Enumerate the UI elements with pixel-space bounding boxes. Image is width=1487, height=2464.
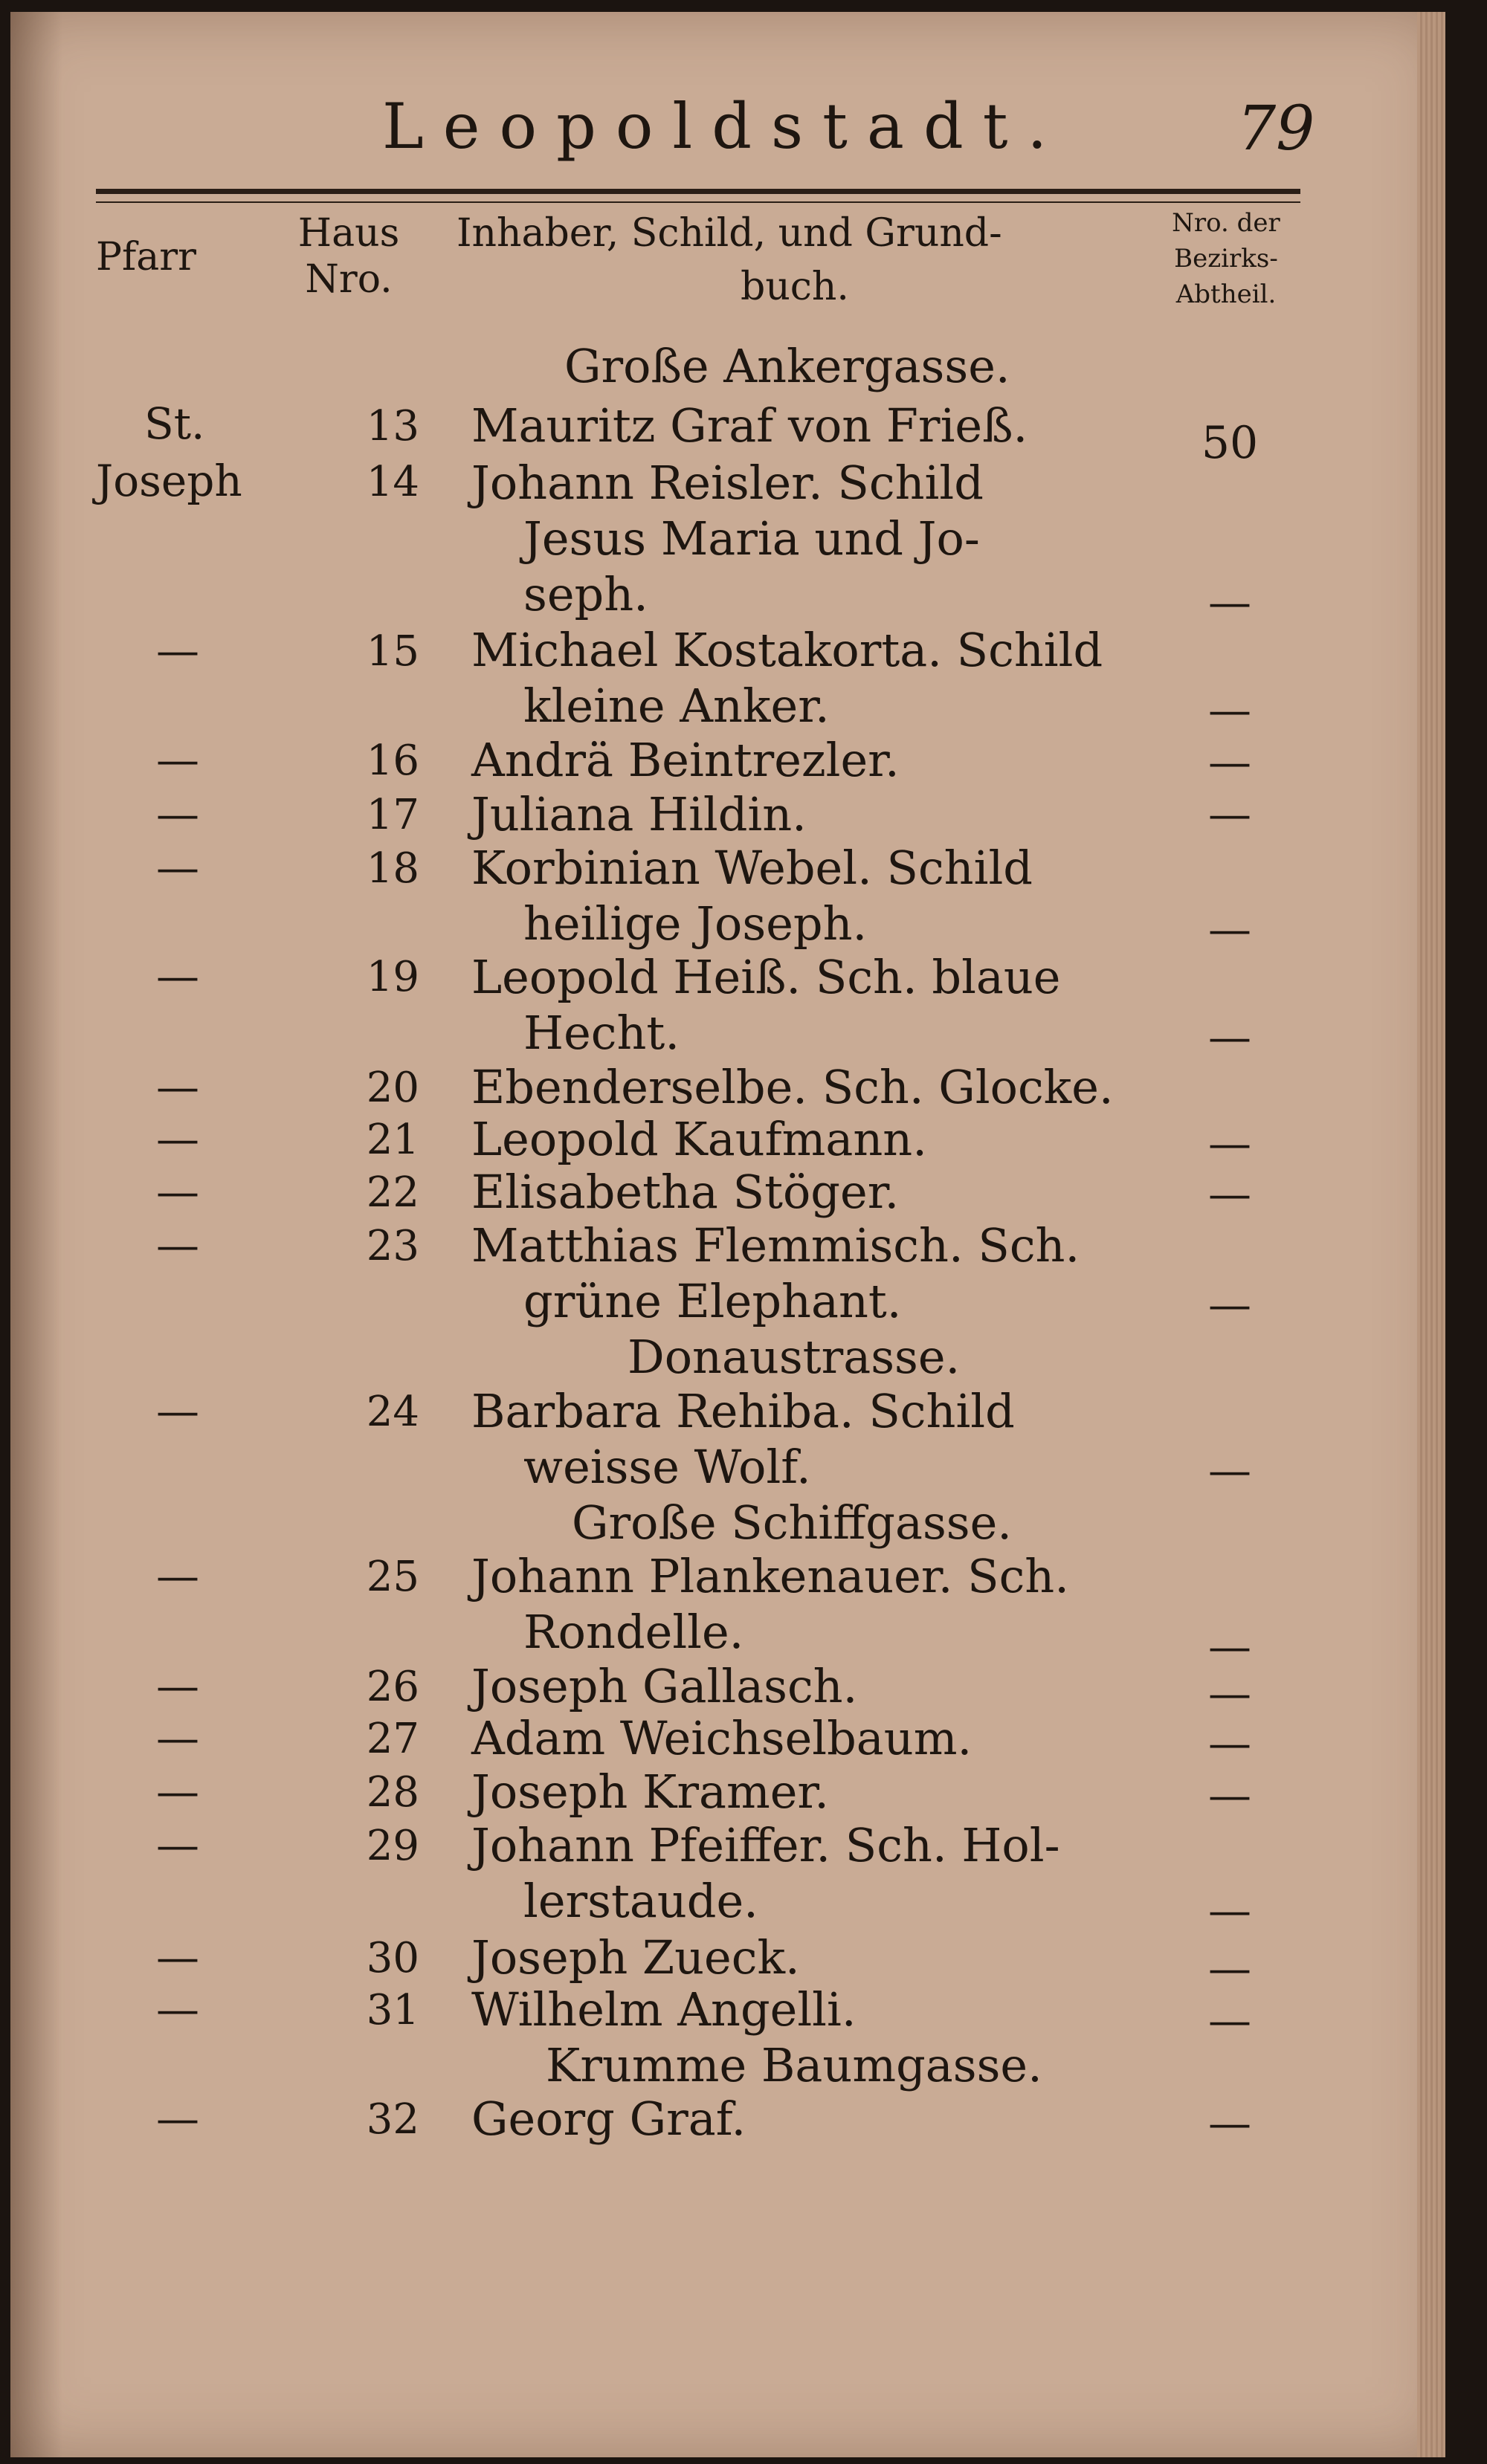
page-number: 79 (1237, 94, 1315, 164)
entry-text: Jesus Maria und Jo- (523, 511, 980, 566)
house-number: 24 (366, 1388, 419, 1436)
house-number: 23 (366, 1222, 419, 1270)
ditto-mark: — (1208, 577, 1251, 627)
house-number: 27 (366, 1715, 419, 1763)
entry-text: grüne Elephant. (523, 1274, 902, 1328)
ditto-mark: — (156, 1766, 199, 1817)
entry-text: weisse Wolf. (523, 1440, 811, 1494)
entry-text: Rondelle. (523, 1605, 744, 1659)
house-number: 31 (366, 1986, 419, 2034)
ditto-mark: — (156, 734, 199, 785)
entry-text: Korbinian Webel. Schild (471, 841, 1033, 895)
ditto-mark: — (1208, 737, 1251, 787)
house-number: 15 (366, 627, 419, 676)
house-number: 22 (366, 1168, 419, 1217)
entry-text: Ebenderselbe. Sch. Glocke. (471, 1060, 1114, 1114)
ditto-mark: — (156, 1984, 199, 2034)
ditto-mark: — (156, 2093, 199, 2144)
house-number: 29 (366, 1822, 419, 1870)
entry-text: Elisabetha Stöger. (471, 1165, 900, 1219)
ditto-mark: — (1208, 1445, 1251, 1495)
ditto-mark: — (156, 1661, 199, 1711)
entry-text: Juliana Hildin. (471, 787, 807, 841)
ditto-mark: — (1208, 904, 1251, 954)
parish-label: Joseph (96, 456, 242, 506)
ditto-mark: — (156, 1820, 199, 1870)
ditto-mark: — (156, 842, 199, 893)
entry-text: Georg Graf. (471, 2092, 746, 2146)
entry-text: Barbara Rehiba. Schild (471, 1384, 1015, 1438)
entry-text: Joseph Gallasch. (471, 1659, 858, 1713)
parish-label: St. (144, 398, 205, 449)
ditto-mark: — (1208, 1621, 1251, 1672)
ditto-mark: — (1208, 1943, 1251, 1993)
house-number: 32 (366, 2095, 419, 2144)
street-heading: Krumme Baumgasse. (546, 2038, 1042, 2092)
entry-text: Johann Pfeiffer. Sch. Hol- (471, 1818, 1060, 1872)
ditto-mark: — (1208, 1718, 1251, 1768)
page-edge (1417, 12, 1445, 2457)
ditto-mark: — (1208, 1770, 1251, 1820)
column-header-district-3: Abtheil. (1175, 279, 1277, 309)
entry-text: Johann Reisler. Schild (471, 456, 984, 510)
entry-text: Adam Weichselbaum. (471, 1711, 972, 1765)
ditto-mark: — (156, 1220, 199, 1270)
column-header-owner-1: Inhaber, Schild, und Grund- (457, 211, 1002, 256)
ditto-mark: — (156, 1166, 199, 1217)
ditto-mark: — (156, 1113, 199, 1164)
ditto-mark: — (1208, 685, 1251, 735)
entry-text: Hecht. (523, 1006, 680, 1060)
house-number: 26 (366, 1663, 419, 1711)
column-header-owner-2: buch. (741, 265, 849, 309)
ditto-mark: — (1208, 1995, 1251, 2046)
ditto-mark: — (156, 789, 199, 839)
street-heading: Große Schiffgasse. (572, 1495, 1012, 1550)
ditto-mark: — (156, 1713, 199, 1763)
header-rule-thin (96, 201, 1300, 203)
entry-text: kleine Anker. (523, 679, 830, 733)
ditto-mark: — (1208, 789, 1251, 839)
entry-text: Leopold Kaufmann. (471, 1112, 927, 1166)
gutter-shadow (10, 12, 62, 2457)
ditto-mark: — (1208, 1885, 1251, 1936)
entry-text: Leopold Heiß. Sch. blaue (471, 950, 1061, 1004)
column-header-district-2: Bezirks- (1174, 244, 1278, 274)
entry-text: Joseph Kramer. (471, 1765, 829, 1819)
house-number: 21 (366, 1116, 419, 1164)
house-number: 19 (366, 953, 419, 1001)
house-number: 28 (366, 1768, 419, 1817)
ditto-mark: — (156, 1061, 199, 1112)
ditto-mark: — (156, 625, 199, 676)
column-header-district-1: Nro. der (1172, 208, 1280, 238)
house-number: 14 (366, 458, 419, 506)
entry-text: Johann Plankenauer. Sch. (471, 1549, 1069, 1603)
ditto-mark: — (1208, 1012, 1251, 1062)
ditto-mark: — (156, 951, 199, 1001)
house-number: 20 (366, 1064, 419, 1112)
column-header-parish: Pfarr (96, 235, 196, 279)
house-number: 13 (366, 402, 419, 450)
running-title: Leopoldstadt. (382, 90, 1067, 163)
house-number: 16 (366, 737, 419, 785)
ditto-mark: — (1208, 1168, 1251, 1219)
ditto-mark: — (1208, 1668, 1251, 1718)
entry-text: lerstaude. (523, 1874, 758, 1928)
house-number: 18 (366, 844, 419, 893)
entry-text: Wilhelm Angelli. (471, 1982, 857, 2037)
house-number: 30 (366, 1934, 419, 1982)
ditto-mark: — (156, 1932, 199, 1982)
house-number: 25 (366, 1553, 419, 1601)
entry-text: heilige Joseph. (523, 896, 868, 951)
district-number: 50 (1201, 417, 1259, 469)
column-header-house-no-2: Nro. (305, 257, 393, 302)
entry-text: Joseph Zueck. (471, 1930, 800, 1985)
entry-text: Matthias Flemmisch. Sch. (471, 1218, 1080, 1273)
ditto-mark: — (1208, 2098, 1251, 2148)
house-number: 17 (366, 791, 419, 839)
street-heading: Donaustrasse. (628, 1330, 961, 1384)
street-heading: Große Ankergasse. (564, 339, 1010, 393)
ditto-mark: — (156, 1550, 199, 1601)
header-rule-thick (96, 189, 1300, 194)
entry-text: Andrä Beintrezler. (471, 733, 900, 787)
entry-text: Michael Kostakorta. Schild (471, 623, 1103, 677)
book-page (10, 12, 1445, 2457)
ditto-mark: — (1208, 1118, 1251, 1168)
column-header-house-no-1: Haus (297, 211, 400, 256)
entry-text: seph. (523, 567, 648, 621)
ditto-mark: — (156, 1385, 199, 1436)
ditto-mark: — (1208, 1279, 1251, 1330)
entry-text: Mauritz Graf von Frieß. (471, 398, 1028, 453)
